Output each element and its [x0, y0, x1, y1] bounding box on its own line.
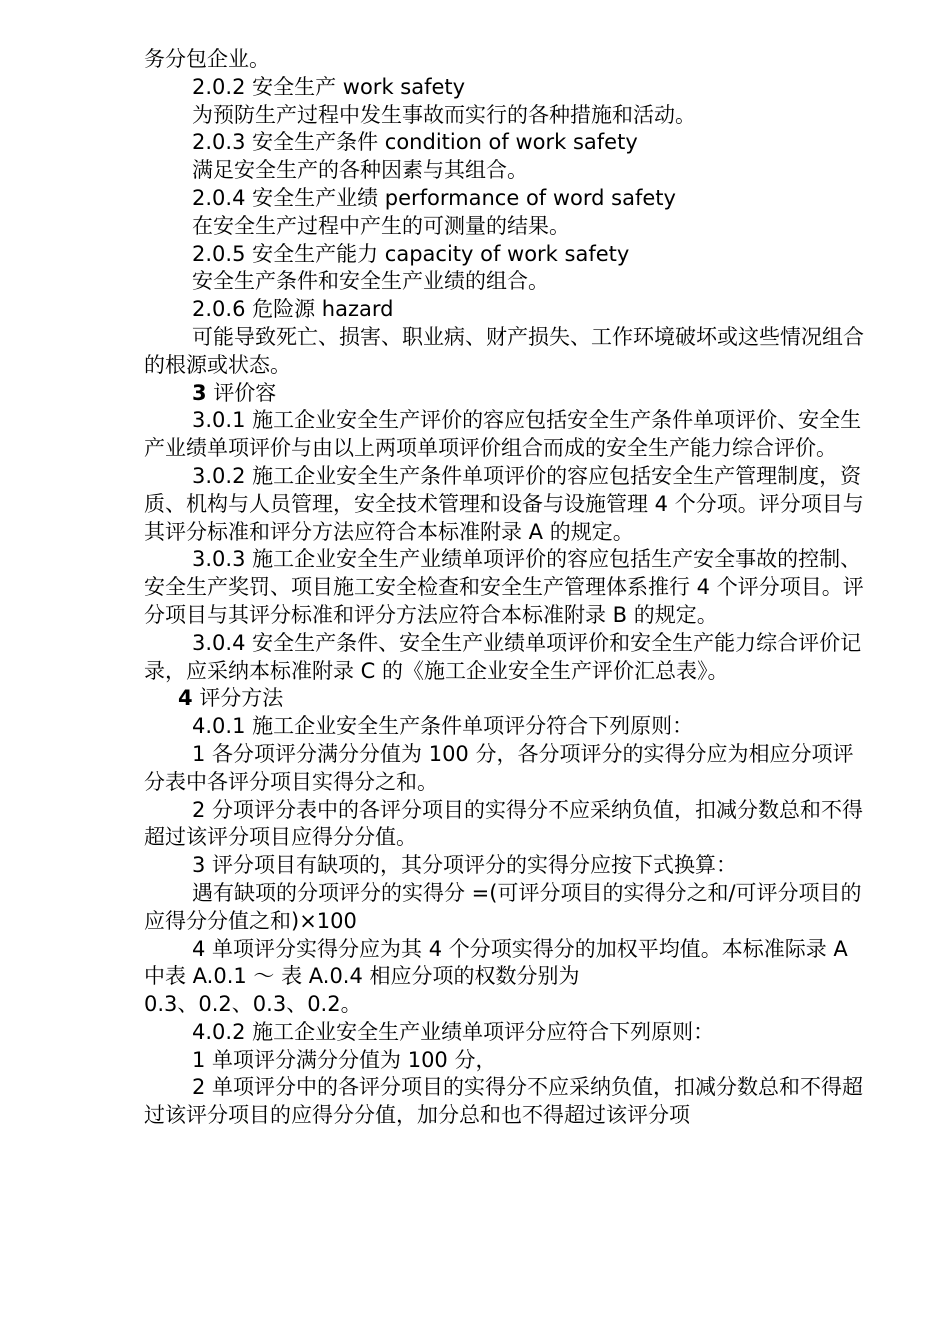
clause-paragraph-3-0-4: 3.0.4 安全生产条件、安全生产业绩单项评价和安全生产能力综合评价记录，应采纳本标准附录 C 的《施工企业安全生产评价汇总表》。 [144, 630, 862, 683]
rule-item-2: 2 单项评分中的各评分项目的实得分不应采纳负值，扣减分数总和不得超过该评分项目的应得分分值，加分总和也不得超过该评分项 [144, 1075, 864, 1128]
weights-line: 0.3、0.2、0.3、0.2。 [144, 992, 362, 1017]
clause-paragraph-3-0-3: 3.0.3 施工企业安全生产业绩单项评价的容应包括生产安全事故的控制、安全生产奖罚、项目施工安全检查和安全生产管理体系推行 4 个评分项目。评分项目与其评分标准和评分方法应符合本标准附录 B 的规定。 [144, 547, 864, 627]
section-number: 4 [178, 686, 193, 711]
rule-item-1: 1 各分项评分满分分值为 100 分，各分项评分的实得分应为相应分项评分表中各评分项目实得分之和。 [144, 741, 854, 794]
clause-heading-2-0-6: 2.0.6 危险源 hazard [192, 297, 394, 322]
rule-item-3: 3 评分项目有缺项的，其分项评分的实得分应按下式换算： [192, 853, 738, 878]
clause-heading-2-0-3: 2.0.3 安全生产条件 condition of work safety [192, 130, 638, 155]
rule-item-4: 4 单项评分实得分应为其 4 个分项实得分的加权平均值。本标准际录 A 中表 A.0.1 ～ 表 A.0.4 相应分项的权数分别为 [144, 936, 848, 989]
clause-heading-2-0-4: 2.0.4 安全生产业绩 performance of word safety [192, 185, 676, 210]
clause-definition: 为预防生产过程中发生事故而实行的各种措施和活动。 [192, 102, 696, 127]
clause-paragraph-3-0-1: 3.0.1 施工企业安全生产评价的容应包括安全生产条件单项评价、安全生产业绩单项评价与由以上两项单项评价组合而成的安全生产能力综合评价。 [144, 408, 862, 461]
clause-heading-2-0-5: 2.0.5 安全生产能力 capacity of work safety [192, 241, 630, 266]
clause-definition: 满足安全生产的各种因素与其组合。 [192, 158, 528, 183]
clause-heading-2-0-2: 2.0.2 安全生产 work safety [192, 74, 466, 99]
clause-paragraph-4-0-1: 4.0.1 施工企业安全生产条件单项评分符合下列原则： [192, 714, 694, 739]
formula-line: 遇有缺项的分项评分的实得分 =(可评分项目的实得分之和/可评分项目的应得分分值之和)×100 [144, 880, 862, 933]
section-title: 评分方法 [199, 686, 284, 711]
clause-definition: 在安全生产过程中产生的可测量的结果。 [192, 213, 570, 238]
section-heading-3 [144, 380, 874, 408]
clause-paragraph-4-0-2: 4.0.2 施工企业安全生产业绩单项评分应符合下列原则： [192, 1019, 715, 1044]
rule-item-2: 2 分项评分表中的各评分项目的实得分不应采纳负值，扣减分数总和不得超过该评分项目应得分分值。 [144, 797, 864, 850]
section-heading-4 [144, 685, 874, 713]
clause-definition: 安全生产条件和安全生产业绩的组合。 [192, 269, 549, 294]
section-title: 评价容 [213, 380, 277, 405]
section-number: 3 [192, 380, 207, 405]
rule-item-1: 1 单项评分满分分值为 100 分， [192, 1047, 497, 1072]
clause-definition: 可能导致死亡、损害、职业病、财产损失、工作环境破坏或这些情况组合的根源或状态。 [144, 324, 864, 377]
text-line: 务分包企业。 [144, 47, 270, 71]
document-page [144, 46, 874, 1130]
clause-paragraph-3-0-2: 3.0.2 施工企业安全生产条件单项评价的容应包括安全生产管理制度，资质、机构与人员管理，安全技术管理和设备与设施管理 4 个分项。评分项目与其评分标准和评分方法应符合本标准附录 A 的规定。 [144, 463, 864, 544]
